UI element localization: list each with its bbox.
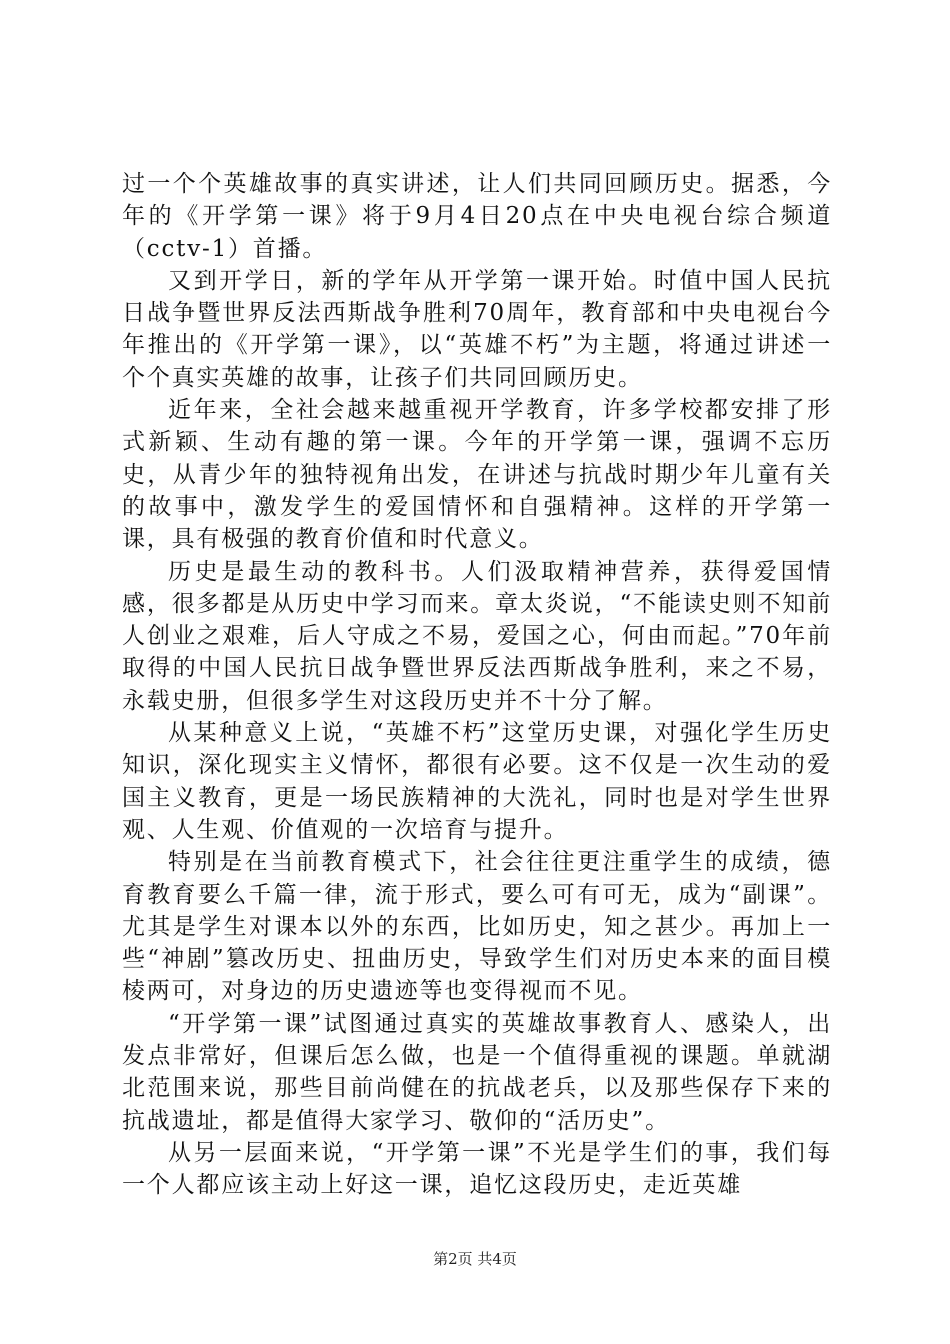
- paragraph-5: 从某种意义上说，“英雄不朽”这堂历史课，对强化学生历史知识，深化现实主义情怀，都很有必要。这不仅是一次生动的爱国主义教育，更是一场民族精神的大洗礼，同时也是对学生世界观、人生观、价值观的一次培育与提升。: [122, 720, 832, 843]
- paragraph-1: 过一个个英雄故事的真实讲述，让人们共同回顾历史。据悉，今年的《开学第一课》将于9月4日20点在中央电视台综合频道（cctv-1）首播。: [122, 171, 832, 262]
- paragraph-7: “开学第一课”试图通过真实的英雄故事教育人、感染人，出发点非常好，但课后怎么做，也是一个值得重视的课题。单就湖北范围来说，那些目前尚健在的抗战老兵，以及那些保存下来的抗战遗址，都是值得大家学习、敬仰的“活历史”。: [122, 1010, 832, 1134]
- paragraph-6: 特别是在当前教育模式下，社会往往更注重学生的成绩，德育教育要么千篇一律，流于形式，要么可有可无，成为“副课”。尤其是学生对课本以外的东西，比如历史，知之甚少。再加上一些“神剧”篡改历史、扭曲历史，导致学生们对历史本来的面目模棱两可，对身边的历史遗迹等也变得视而不见。: [122, 849, 832, 1005]
- page-number-footer: 第2页 共4页: [433, 1250, 517, 1268]
- paragraph-8: 从另一层面来说，“开学第一课”不光是学生们的事，我们每一个人都应该主动上好这一课，追忆这段历史，走近英雄: [122, 1139, 832, 1199]
- paragraph-3: 近年来，全社会越来越重视开学教育，许多学校都安排了形式新颖、生动有趣的第一课。今年的开学第一课，强调不忘历史，从青少年的独特视角出发，在讲述与抗战时期少年儿童有关的故事中，激发学生的爱国情怀和自强精神。这样的开学第一课，具有极强的教育价值和时代意义。: [122, 397, 832, 553]
- paragraph-4: 历史是最生动的教科书。人们汲取精神营养，获得爱国情感，很多都是从历史中学习而来。章太炎说，“不能读史则不知前人创业之艰难，后人守成之不易，爱国之心，何由而起。”70年前取得的中国人民抗日战争暨世界反法西斯战争胜利，来之不易，永载史册，但很多学生对这段历史并不十分了解。: [122, 558, 832, 714]
- paragraph-2: 又到开学日，新的学年从开学第一课开始。时值中国人民抗日战争暨世界反法西斯战争胜利70周年，教育部和中央电视台今年推出的《开学第一课》，以“英雄不朽”为主题，将通过讲述一个个真实英雄的故事，让孩子们共同回顾历史。: [122, 267, 832, 391]
- document-body: [122, 168, 832, 1202]
